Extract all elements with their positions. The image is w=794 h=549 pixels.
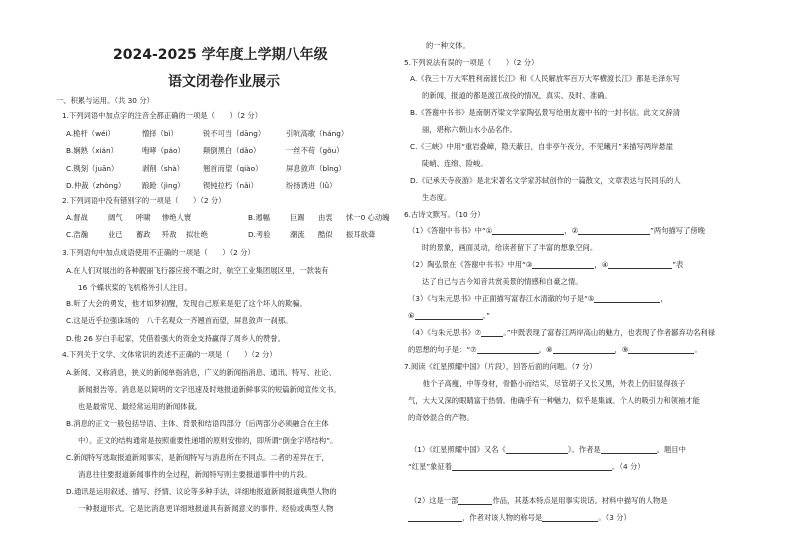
q6-blank-6[interactable] — [415, 312, 483, 320]
q4-option-c-line2: 消息往往要报道新闻事件的全过程，新闻特写则主要报道事件中的片段。 — [78, 470, 312, 479]
q2-option-c-4: 歼敌 — [162, 230, 177, 239]
q3-stem: 3.下列语句中加点成语使用不正确的一项是（ ）（2 分） — [62, 248, 255, 257]
q6-blank-7a[interactable] — [481, 329, 503, 337]
q6-item3-line2: ⑥ 。” — [408, 311, 490, 320]
q1-option-c-1: C.镌刻（juān） — [66, 164, 119, 173]
q5-stem: 5.下列说法有误的一项是（ ）（2 分） — [404, 58, 539, 67]
q2-option-a-2: 阔气 — [108, 213, 123, 222]
q1-option-a-4: 引吭高歌（háng） — [286, 129, 349, 138]
section-heading: 一、积累与运用。（共 30 分） — [56, 96, 154, 105]
q6-blank-5[interactable] — [594, 295, 660, 303]
q7-sub1-line2: “红星”象征着 。（4 分） — [408, 462, 645, 471]
q7-sub2-line2: ，作者对该人物的称号是 。（3 分） — [408, 513, 631, 522]
q2-option-d-3: 酷似 — [318, 230, 333, 239]
q7-stem: 7.阅读《红星照耀中国》（片段），回答后面的问题。（7 分） — [404, 362, 597, 371]
q2-option-d-4: 振耳欲聋 — [346, 230, 376, 239]
q7-blank-symbol[interactable] — [452, 463, 612, 471]
q5-option-d-line1: D.《记承天寺夜游》是北宋著名文学家苏轼创作的一篇散文，文章表达与民同乐的人 — [410, 176, 681, 185]
q7-passage-line1: 他个子高瘦，中等身材，骨骼小而结实，尽管胡子又长又黑，外表上仍旧显得孩子 — [408, 379, 686, 388]
q2-option-b-4: 怵一0 心动魄 — [346, 213, 390, 222]
q1-option-c-2: 剥削（shà） — [142, 164, 185, 173]
q4-option-b-line1: B.消息的正文一般包括导语、主体、背景和结语四部分（后两部分必须融合在主体 — [66, 419, 329, 428]
q6-blank-3[interactable] — [532, 261, 594, 269]
q7-passage-line3: 的奇妙混合的产物。 — [408, 413, 474, 422]
q2-option-c-2: 业已 — [108, 230, 123, 239]
q5-option-b-line1: B.《答谢中书书》是南朝齐梁文学家陶弘景写给朋友谢中书的一封书信。此文文辞清 — [410, 108, 681, 117]
q5-option-a-line1: A.《我三十万大军胜利南渡长江》和《人民解放军百万大军横渡长江》都是毛泽东写 — [410, 74, 680, 83]
q2-option-b-2: 巨踢 — [290, 213, 305, 222]
q6-blank-4[interactable] — [608, 261, 672, 269]
q1-option-a-2: 憎择（bì） — [142, 129, 178, 138]
q6-item2-line1: （2）陶弘景在《答谢中书书》中用“③ ，④ ”表 — [408, 260, 684, 269]
q1-option-a-3: 锐不可当（dāng） — [203, 129, 266, 138]
q6-blank-9[interactable] — [628, 346, 694, 354]
q6-item3-line1: （3）《与朱元思书》中正面描写富春江水清澈的句子是“⑤ ， — [408, 294, 668, 303]
q6-blank-1[interactable] — [492, 227, 564, 235]
q1-option-d-4: 纷扬诱进（lǜ） — [286, 181, 337, 190]
q1-option-d-1: D.仲裁（zhòng） — [66, 181, 126, 190]
q7-sub2-line1: （2）这是一部 作品，其基本特点是用事实说话。材料中描写的人物是 — [410, 496, 668, 505]
q1-option-b-3: 颠倒黑白（dǎo） — [203, 146, 261, 155]
q3-option-b: B.听了大会的勇发，他才如梦初醒，发现自己原来是犯了这个坏人的欺骗。 — [66, 299, 307, 308]
q3-option-a-line2: 16 个蝶状桨的飞机格外引人注目。 — [78, 283, 192, 292]
q4-option-d-line1: D.通讯是运用叙述、描写、抒情、议论等多种手法，详细地报道新闻报道典型人物的 — [66, 487, 337, 496]
q4-stem: 4.下列关于文学、文体常识的表述不正确的一项是（ ）（2 分） — [62, 350, 277, 359]
q2-option-b-1: B.遏幅 — [248, 213, 270, 222]
q6-stem: 6.古诗文默写。（10 分） — [404, 210, 485, 219]
q2-stem: 2.下列词语中没有错别字的一项是（ ）（2 分） — [62, 196, 226, 205]
q2-option-a-3: 呼啸 — [136, 213, 151, 222]
q2-option-a-1: A.督战 — [66, 213, 88, 222]
q5-option-d-line2: 生态度。 — [422, 193, 452, 202]
q6-blank-7[interactable] — [477, 346, 539, 354]
q1-option-c-4: 屏息敛声（bǐng） — [286, 164, 346, 173]
q6-blank-8[interactable] — [553, 346, 615, 354]
q7-blank-title[interactable] — [542, 514, 598, 522]
q4-option-c-line1: C.新闻特写选取报道新闻事实，是新闻特写与消息所在不同点。二者的差异在于， — [66, 453, 329, 462]
q4-continuation: 的一种文体。 — [426, 41, 470, 50]
q4-option-b-line2: 中）。正文的结构通常是按照重要性递增的原则安排的，即所谓“倒金字塔结构”。 — [78, 436, 338, 445]
q4-option-a-line1: A.新闻、又称消息，狭义的新闻单指消息，广义的新闻指消息、通讯、特写、社论、 — [66, 368, 336, 377]
q5-option-c-line1: C.《三峡》中用“重岩叠嶂，隐天蔽日，自非亭午夜分，不见曦月”来描写两岸悬崖 — [410, 142, 674, 151]
q1-option-c-3: 翘首而望（qiào） — [203, 164, 263, 173]
q6-item1-line1: （1）《答谢中书书》中“① ，② ”两句描写了傍晚 — [408, 226, 705, 235]
q1-option-d-3: 锲钝拉朽（nǎi） — [203, 181, 258, 190]
q1-option-b-1: B.娴熟（xián） — [66, 146, 118, 155]
q7-blank-author[interactable] — [601, 446, 657, 454]
q7-blank-genre[interactable] — [458, 497, 492, 505]
q2-option-d-2: 潮流 — [290, 230, 305, 239]
q2-option-c-3: 蓄政 — [136, 230, 151, 239]
q2-option-c-1: C.浩瀚 — [66, 230, 89, 239]
q6-item2-line2: 达了自己与古今知音共赏美景的情感和自豪之情。 — [422, 277, 583, 286]
q7-passage-line2: 气，大大又深的眼睛富于热情。他确乎有一种魅力，似乎是集诚、个人的吸引力和领袖才能 — [408, 396, 700, 405]
q4-option-d-line2: 一种报道形式。它是比消息更详细地报道具有新闻意义的事件、经验或典型人物 — [78, 504, 334, 513]
q7-sub1-line1: （1）《红星照耀中国》又名《 》。作者是 。题目中 — [410, 445, 686, 454]
q2-option-a-4: 惨绝人寰 — [162, 213, 192, 222]
q1-option-a-1: A.桅杆（wéi） — [66, 129, 115, 138]
q3-option-c: C.这是近乎拉强诛场的 八千名观众一齐翘首而望，屏息敛声一刹那。 — [66, 316, 293, 325]
q2-option-d-1: D.考验 — [248, 230, 271, 239]
q1-option-b-2: 咆哮（páo） — [142, 146, 185, 155]
q7-blank-alt-title[interactable] — [506, 446, 568, 454]
q5-option-a-line2: 的新闻，报道的都是渡江战役的情况，真实、及时、准确。 — [422, 91, 612, 100]
q4-option-a-line3: 也是最常见、最经常运用的新闻体裁。 — [78, 402, 203, 411]
title-line-2: 语文闭卷作业展示 — [168, 74, 280, 90]
q6-item4-line2: 的思想的句子是：“⑦ ，⑧ ，⑨ 。 — [408, 345, 702, 354]
q1-option-d-2: 踉跄（jìng） — [142, 181, 185, 190]
q5-option-c-line2: 陡峭、连绵、险峻。 — [422, 159, 488, 168]
q6-item4-line1: （4）《与朱元思书》⑦ 。”中既表现了富春江两岸高山的魅力，也表现了作者鄙弃功名利禄 — [408, 328, 715, 337]
q6-blank-2[interactable] — [578, 227, 650, 235]
q1-stem: 1.下列词语中加点字的注音全都正确的一项是（ ）（2 分） — [62, 111, 262, 120]
q3-option-d: D.他 26 岁白手起家，凭借着强大的资金支持赢得了周乡人的赞誉。 — [66, 334, 285, 343]
q1-option-b-4: 一丝不苟（gǒu） — [286, 146, 344, 155]
q7-blank-person[interactable] — [408, 514, 462, 522]
q6-item1-line2: 时的景象，画面灵动，给读者留下了丰富的想象空间。 — [422, 243, 598, 252]
q3-option-a-line1: A.在人们对展出的各种靓丽飞行器应接不暇之时，航空工业集团展区里，一款装有 — [66, 266, 329, 275]
q4-option-a-line2: 新闻报告等。消息是以简明的文字迅速及时地报道新鲜事实的短篇新闻宣传文书。 — [78, 385, 341, 394]
q5-option-b-line2: 丽，堪称六朝山水小品名作。 — [422, 125, 517, 134]
title-line-1: 2024-2025 学年度上学期八年级 — [113, 47, 328, 63]
q2-option-b-3: 由衷 — [318, 213, 333, 222]
q2-option-c-5: 拟壮绝 — [186, 230, 208, 239]
